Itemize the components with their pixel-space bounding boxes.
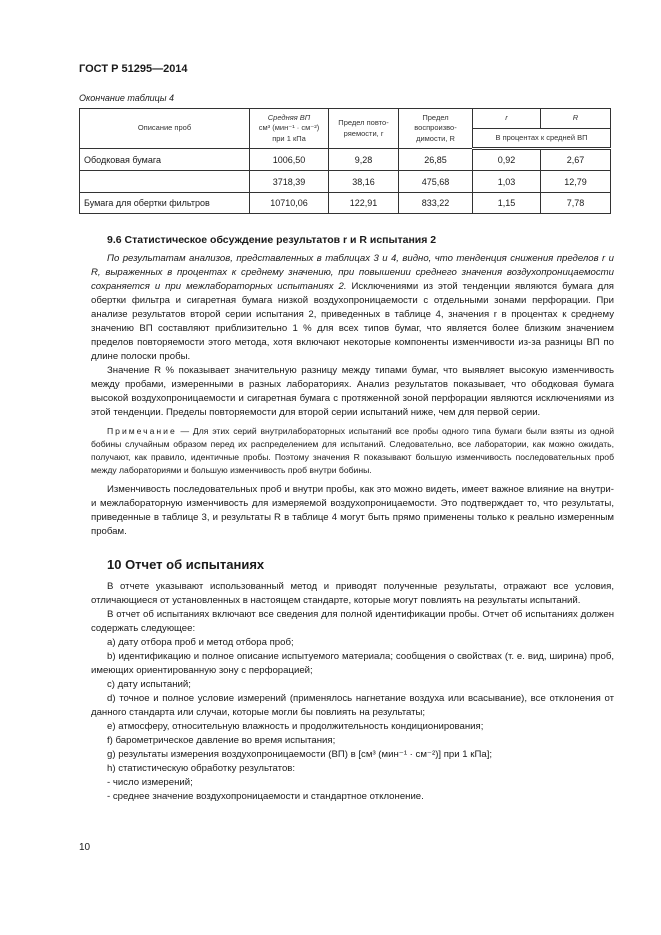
list-item: - число измерений; — [107, 777, 193, 788]
cell-desc — [80, 171, 250, 193]
document-id: ГОСТ Р 51295—2014 — [79, 63, 188, 75]
cell-rep: 9,28 — [329, 149, 399, 171]
paragraph: Изменчивость последовательных проб и внутри пробы, как это можно видеть, имеет важное влияние на внутри- и межлабораторную изменчивость для измеряемой воздухопроницаемости. Это подтверждает то, что результаты, приведенные в таблице 3, и результаты R в таблице 4 могут быть прямо применены только к реально измеренным пробам. — [91, 484, 614, 537]
page-number: 10 — [79, 842, 91, 853]
cell-reprod: 833,22 — [399, 193, 473, 214]
cell-mean: 10710,06 — [250, 193, 329, 214]
list-item: c) дату испытаний; — [107, 679, 191, 690]
list-item: a) дату отбора проб и метод отбора проб; — [107, 637, 294, 648]
cell-r-pct: 0,92 — [473, 149, 541, 171]
table-row — [80, 171, 611, 193]
cell-rep: 38,16 — [329, 171, 399, 193]
header-reprod-line1: Предел — [422, 113, 449, 123]
list-item: b) идентификацию и полное описание испытуемого материала; сообщения о свойствах (т. е. вид, ширина) проб, имеющих ориентированную зону с перфорацией; — [91, 651, 614, 676]
table-4 — [79, 108, 611, 214]
header-reproducibility — [399, 109, 473, 149]
list-item: - среднее значение воздухопроницаемости и стандартное отклонение. — [107, 791, 424, 802]
header-mean — [250, 109, 329, 149]
section-9-6-body — [91, 252, 614, 539]
paragraph — [91, 252, 614, 364]
header-rep-line1: Предел повто- — [338, 118, 389, 128]
note — [91, 425, 614, 477]
table-row — [80, 149, 611, 171]
note-label: Примечание — [107, 426, 177, 436]
section-10-body — [91, 580, 614, 804]
cell-R-pct: 12,79 — [541, 171, 611, 193]
paragraph: В отчете указывают использованный метод и приводят полученные результаты, отражают все условия, отличающиеся от установленных в настоящем стандарте, которые могут повлиять на результаты испытаний. — [91, 581, 614, 606]
cell-reprod: 475,68 — [399, 171, 473, 193]
list-item: h) статистическую обработку результатов: — [107, 763, 296, 774]
cell-r-pct: 1,15 — [473, 193, 541, 214]
paragraph: Значение R % показывает значительную разницу между типами бумаг, что выявляет высокую изменчивость между пробами, измеренными в разных лабораториях. Анализ результатов показывает, что ободковая бумага высокой воздухопроницаемости и сигаретная бумага с протяженной зоной перфорации являются исключениями из этой тенденции. Пределы повторяемости для второй серии испытаний ниже, чем для первой серии. — [91, 365, 614, 418]
paragraph-rest: Исключениями из этой тенденции являются бумага для обертки фильтра и сигаретная бумага низкой воздухопроницаемости с отдельными зонами перфорации. При анализе результатов второй серии испытания 2, приведенных в таблице 4, значения r в процентах к среднему значению ВП составляют приблизительно 1 % для всех типов бумаг, что является более близким значением пределов повторяемости этого метода, хотя включают некоторые компоненты изменчивости из-за разницы ВП по длине полоски пробы. — [91, 281, 614, 362]
cell-mean: 3718,39 — [250, 171, 329, 193]
paragraph: В отчет об испытаниях включают все сведения для полной идентификации пробы. Отчет об испытаниях должен содержать следующее: — [91, 609, 614, 634]
header-mean-line1: Средняя ВП — [267, 113, 311, 123]
cell-rep: 122,91 — [329, 193, 399, 214]
cell-R-pct: 2,67 — [541, 149, 611, 171]
list-item: d) точное и полное условие измерений (применялось нагнетание воздуха или всасывание), все отклонения от данного стандарта или случаи, которые могли бы повлиять на результаты; — [91, 693, 614, 718]
note-text: — Для этих серий внутрилабораторных испытаний все пробы одного типа бумаги были взяты из одной бобины случайным образом перед их распределением для испытаний. Следовательно, все лаборатории, как можно ожидать, получают, как правило, идентичные пробы. Поэтому значения R показывают большую изменчивость последовательных проб между лабораториями и большую изменчивость проб внутри бобины. — [91, 426, 614, 475]
table-caption: Окончание таблицы 4 — [79, 93, 174, 103]
header-reprod-line3: димости, R — [416, 133, 455, 143]
table-row — [80, 193, 611, 214]
header-R: R — [541, 109, 611, 129]
header-repeatability — [329, 109, 399, 149]
section-9-6-title: 9.6 Статистическое обсуждение результатов r и R испытания 2 — [107, 234, 437, 246]
header-reprod-line2: воспроизво- — [414, 123, 457, 133]
paragraph-italic-part: По результатам анализов, представленных в таблицах 3 и 4, видно, что тенденция снижения пределов r и R, выраженных в процентах к среднему значению, при повышении среднего значения воздухопроницаемости сохраняется и при межлабораторных испытаниях 2. — [91, 253, 614, 292]
cell-reprod: 26,85 — [399, 149, 473, 171]
header-rep-line2: ряемости, r — [343, 128, 384, 138]
cell-r-pct: 1,03 — [473, 171, 541, 193]
header-desc: Описание проб — [80, 109, 250, 149]
header-percent: В процентах к средней ВП — [473, 129, 611, 149]
header-r: r — [473, 109, 541, 129]
section-10-title: 10 Отчет об испытаниях — [107, 557, 265, 572]
list-item: g) результаты измерения воздухопроницаемости (ВП) в [см³ (мин⁻¹ · см⁻²)] при 1 кПа]; — [107, 749, 493, 760]
list-item: e) атмосферу, относительную влажность и продолжительность кондиционирования; — [107, 721, 484, 732]
cell-mean: 1006,50 — [250, 149, 329, 171]
cell-R-pct: 7,78 — [541, 193, 611, 214]
cell-desc: Бумага для обертки фильтров — [80, 193, 250, 214]
header-mean-line3: при 1 кПа — [272, 133, 306, 143]
header-mean-line2: см³ (мин⁻¹ · см⁻²) — [258, 123, 320, 133]
list-item: f) барометрическое давление во время испытания; — [107, 735, 336, 746]
cell-desc: Ободковая бумага — [80, 149, 250, 171]
